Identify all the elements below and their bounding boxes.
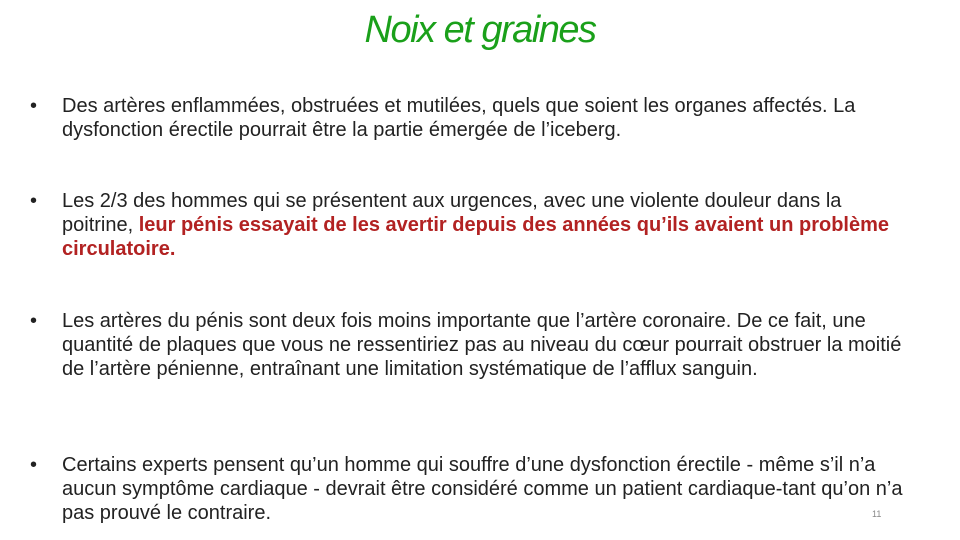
bullet-marker: • <box>30 190 38 212</box>
bullet-text-highlight: leur pénis essayait de les avertir depuis des années qu’ils avaient un problème circulatoire. <box>62 214 890 260</box>
bullet-marker: • <box>30 310 38 332</box>
bullet-marker: • <box>30 454 38 476</box>
bullet-marker: • <box>30 95 38 117</box>
bullet-text: Les artères du pénis sont deux fois moins importante que l’artère coronaire. De ce fait, une quantité de plaques que vous ne ressentiriez pas au niveau du cœur pourrait obstruer la moitié de l’artère pénienne, entraînant une limitation systématique de l’afflux sanguin. <box>62 310 902 380</box>
bullet-item <box>30 94 910 142</box>
bullet-item <box>30 309 910 381</box>
bullet-text: Certains experts pensent qu’un homme qui souffre d’une dysfonction érectile - même s’il n’a aucun symptôme cardiaque - devrait être considéré comme un patient cardiaque-tant qu’on n’a pas prouvé le contraire. <box>62 454 903 524</box>
bullet-item <box>30 453 910 525</box>
slide-title: Noix et graines <box>364 9 596 51</box>
bullet-text-plain: Les 2/3 des hommes qui se présentent aux urgences, avec une violente douleur dans la poitrine, <box>62 190 842 236</box>
bullet-text: Des artères enflammées, obstruées et mutilées, quels que soient les organes affectés. La dysfonction érectile pourrait être la partie émergée de l’iceberg. <box>62 95 856 141</box>
page-number: 11 <box>872 509 882 519</box>
bullet-text <box>62 189 910 261</box>
bullet-item <box>30 189 910 261</box>
